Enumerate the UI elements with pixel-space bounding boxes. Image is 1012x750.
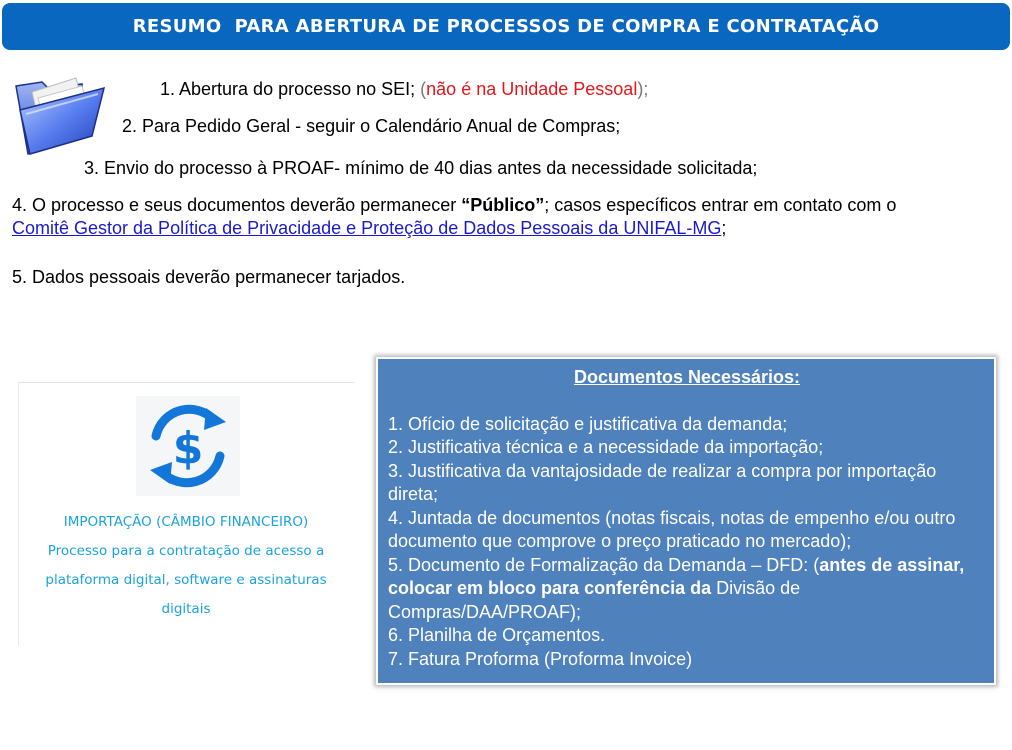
document-item-5-post: Divisão de Compras/DAA/PROAF); <box>388 578 801 622</box>
document-item-5 <box>388 554 986 625</box>
step-5: 5. Dados pessoais deverão permanecer tarjados. <box>12 267 406 287</box>
documents-panel <box>376 357 996 685</box>
document-item-1: 1. Ofício de solicitação e justificativa da demanda; <box>388 413 788 434</box>
document-item-4: 4. Juntada de documentos (notas fiscais, notas de empenho e/ou outro documento que comprove o preço praticado no mercado); <box>388 507 956 551</box>
document-item-7: 7. Fatura Proforma (Proforma Invoice) <box>388 648 693 669</box>
step-3: 3. Envio do processo à PROAF- mínimo de 40 dias antes da necessidade solicitada; <box>84 158 758 178</box>
currency-exchange-icon <box>136 396 240 496</box>
step-1 <box>160 78 648 100</box>
card-divider <box>18 382 354 383</box>
document-item-3: 3. Justificativa da vantajosidade de realizar a compra por importação direta; <box>388 460 937 504</box>
page-title: RESUMO PARA ABERTURA DE PROCESSOS DE COMPRA E CONTRATAÇÃO <box>132 16 880 37</box>
card-caption <box>18 508 354 624</box>
card-desc-2: plataforma digital, software e assinaturas <box>45 572 327 588</box>
step-1-text: 1. Abertura do processo no SEI; <box>160 79 421 99</box>
step-4-bold: “Público” <box>461 195 545 215</box>
folder-icon <box>12 70 108 156</box>
header-banner <box>2 3 1010 50</box>
step-1-paren-open: ( <box>420 79 427 99</box>
step-4-continuation <box>12 217 726 239</box>
step-4-post: ; casos específicos entrar em contato com o <box>544 195 897 215</box>
step-1-highlight: não é na Unidade Pessoal <box>426 79 638 99</box>
documents-title: Documentos Necessários: <box>573 367 801 387</box>
card-title: IMPORTAÇÃO (CÂMBIO FINANCEIRO) <box>63 514 309 530</box>
step-4-end: ; <box>721 218 727 238</box>
privacy-committee-link[interactable]: Comitê Gestor da Política de Privacidade e Proteção de Dados Pessoais da UNIFAL-MG <box>12 218 722 238</box>
card-desc-1: Processo para a contratação de acesso a <box>47 543 325 559</box>
step-4 <box>12 194 896 216</box>
document-item-2: 2. Justificativa técnica e a necessidade da importação; <box>388 437 824 457</box>
document-item-6: 6. Planilha de Orçamentos. <box>388 625 606 645</box>
import-card[interactable] <box>18 378 354 646</box>
step-4-pre: 4. O processo e seus documentos deverão permanecer <box>12 195 462 215</box>
card-desc-3: digitais <box>161 601 211 617</box>
step-2: 2. Para Pedido Geral - seguir o Calendário Anual de Compras; <box>122 116 621 136</box>
step-1-paren-close: ); <box>637 79 649 99</box>
document-item-5-bold: antes de assinar, colocar em bloco para conferência da <box>388 554 965 598</box>
svg-text:$: $ <box>172 423 204 474</box>
document-item-5-pre: 5. Documento de Formalização da Demanda – DFD: ( <box>388 554 820 575</box>
